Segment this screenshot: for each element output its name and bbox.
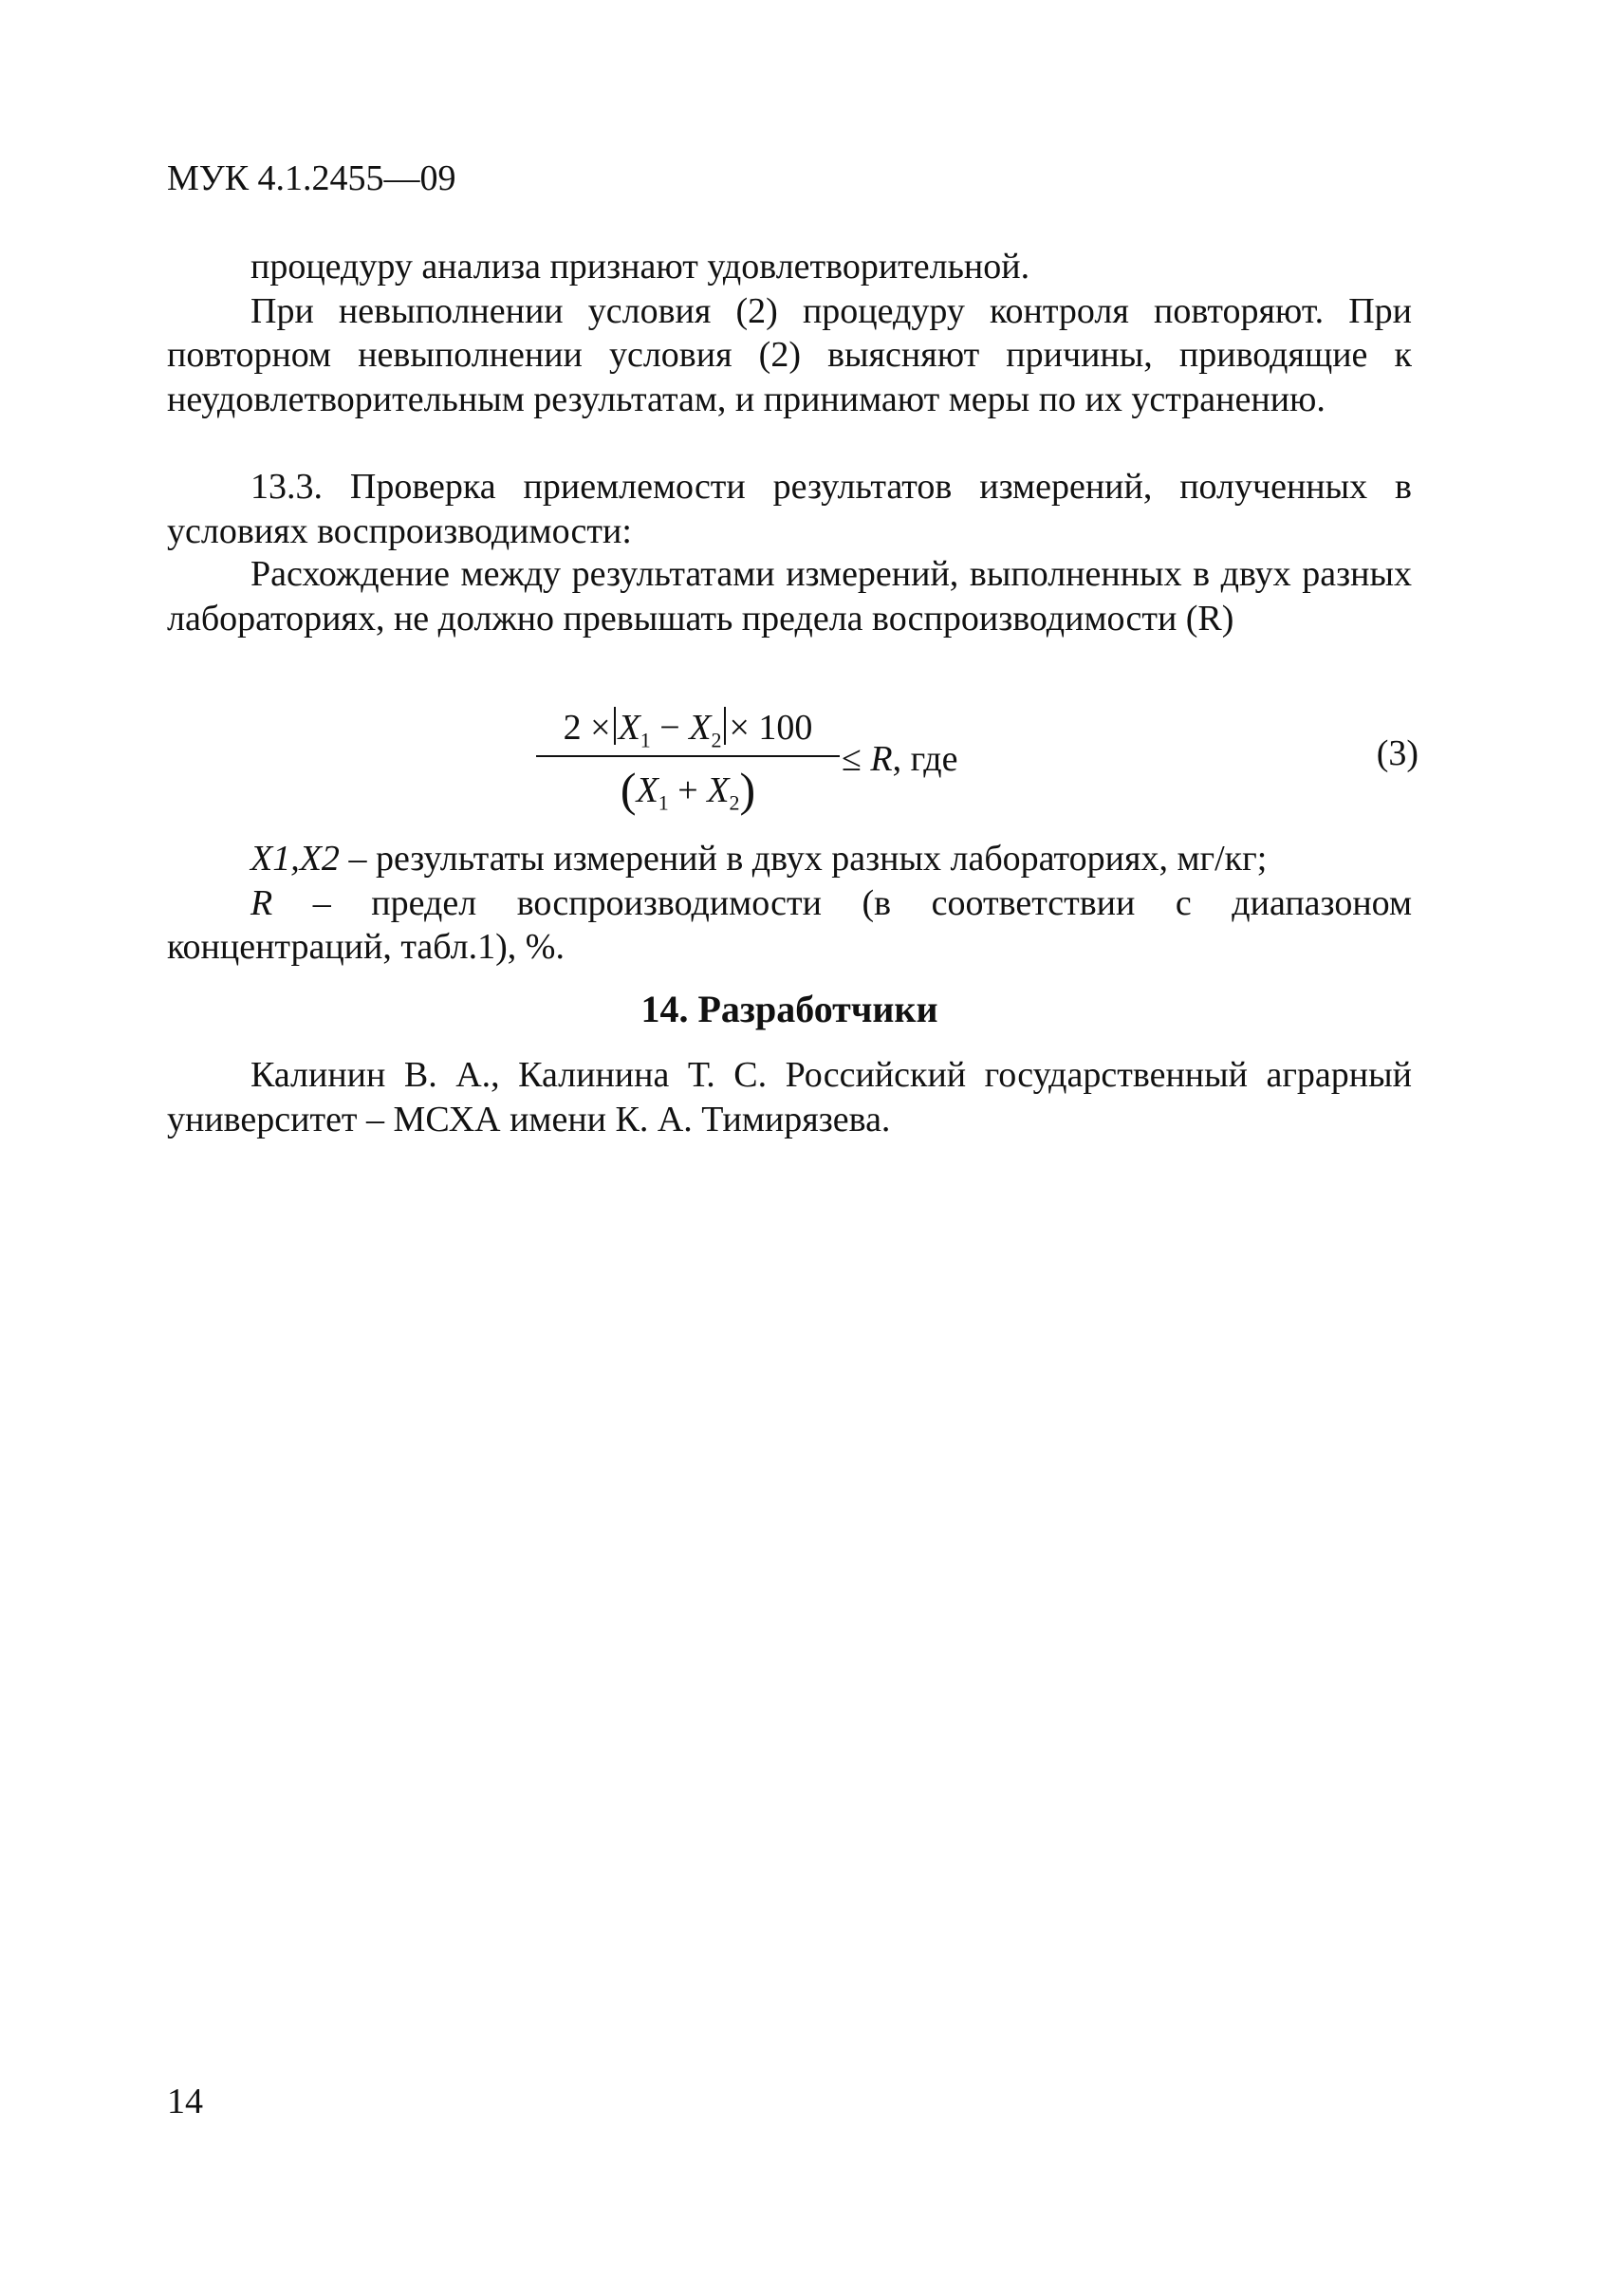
symbols-x1-x2: X1,X2 <box>250 839 340 879</box>
formula-3 <box>536 702 1418 825</box>
paren-open: ( <box>620 763 637 816</box>
section-title-developers: 14. Разработчики <box>640 988 938 1030</box>
page-number: 14 <box>167 2082 203 2121</box>
paragraph-repeat-control: При невыполнении условия (2) процедуру контроля повторяют. При повторном невыполнении условия (2) выясняют причины, приводящие к неудовлетворительным результатам, и принимают меры по их устранению. <box>167 290 1412 419</box>
formula-fraction <box>536 702 840 818</box>
sub-x2: 2 <box>711 728 722 752</box>
numerator-prefix: 2 × <box>563 708 611 748</box>
minus-sign: − <box>650 708 690 748</box>
definition-r-text: – предел воспроизводимости (в соответствии с диапазоном концентраций, табл.1), %. <box>167 882 1412 967</box>
text-block-discrepancy <box>167 552 1412 640</box>
abs-bar-right <box>724 707 726 745</box>
var-r: R <box>870 739 893 779</box>
text-block-section-13-3 <box>167 465 1412 553</box>
formula-numerator <box>536 702 840 753</box>
paragraph-analysis-satisfactory: процедуру анализа признают удовлетворительной. <box>250 247 1030 287</box>
definition-r <box>167 881 1412 970</box>
paragraph-discrepancy: Расхождение между результатами измерений, выполненных в двух разных лабораториях, не должно превышать предела воспроизводимости (R) <box>167 554 1412 639</box>
var-x2: X <box>689 708 712 748</box>
fraction-bar <box>536 755 840 757</box>
den-var-x2: X <box>707 770 730 810</box>
formula-relation <box>842 738 957 780</box>
den-sub-x2: 2 <box>729 790 740 815</box>
numerator-suffix: × 100 <box>729 708 813 748</box>
paragraph-authors: Калинин В. А., Калинина Т. С. Российский государственный аграрный университет – МСХА имени К. А. Тимирязева. <box>167 1055 1412 1139</box>
den-var-x1: X <box>636 770 658 810</box>
abs-bar-left <box>614 707 616 745</box>
den-sub-x1: 1 <box>658 790 669 815</box>
definition-x1-x2 <box>167 837 1412 881</box>
sub-x1: 1 <box>640 728 651 752</box>
document-code-header: МУК 4.1.2455—09 <box>167 158 456 198</box>
leq-sign: ≤ <box>842 739 862 779</box>
var-x1: X <box>618 708 640 748</box>
definition-x-text: – результаты измерений в двух разных лабораториях, мг/кг; <box>339 839 1268 879</box>
equation-number: (3) <box>1376 733 1418 773</box>
paren-close: ) <box>739 763 756 816</box>
text-block-developers <box>167 1053 1412 1141</box>
plus-sign: + <box>668 770 708 810</box>
symbol-r: R <box>250 882 273 923</box>
text-block-definitions <box>167 837 1412 970</box>
text-block-conclusion <box>167 245 1412 421</box>
paragraph-13-3-heading: 13.3. Проверка приемлемости результатов измерений, полученных в условиях воспроизводимости: <box>167 467 1412 551</box>
formula-where: , где <box>892 739 958 779</box>
formula-denominator <box>536 761 840 818</box>
